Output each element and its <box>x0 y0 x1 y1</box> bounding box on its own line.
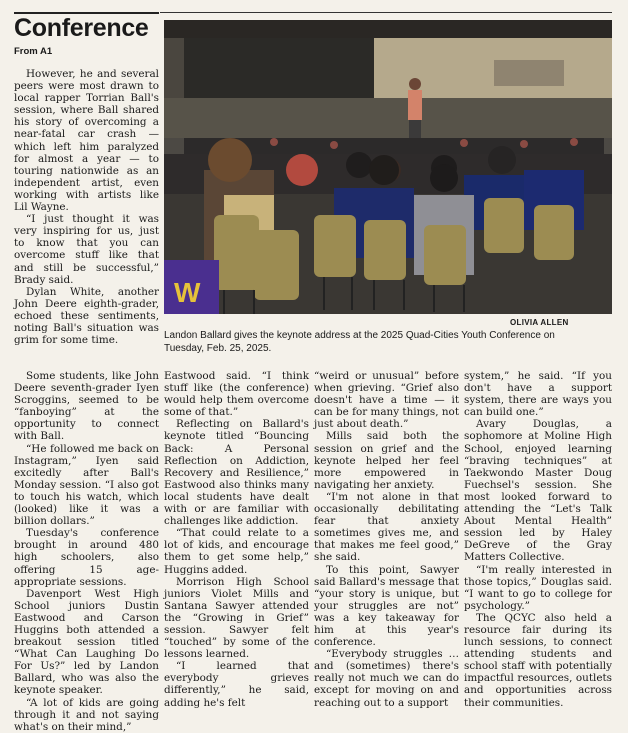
paragraph: Morrison High School juniors Violet Mills and Santana Sawyer attended the “Growing in Grief” session. Sawyer felt “touched” by some of the lessons learned. <box>164 575 309 661</box>
paragraph: “Everybody struggles … and (sometimes) there's really not much we can do except for moving on and reaching out to a support <box>314 648 459 709</box>
paragraph: To this point, Sawyer said Ballard's message that “your story is unique, but your struggles are not” was a key takeaway for him at this year's conference. <box>314 563 459 649</box>
paragraph: Avary Douglas, a sophomore at Moline High School, enjoyed learning “braving techniques” at Taekwondo Master Doug Fuechsel's session. She most looked forward to attending the “Let's Talk About Mental Health” session led by Haley DeGreve of the Gray Matters Collective. <box>464 418 612 564</box>
photo-credit: OLIVIA ALLEN <box>510 318 569 327</box>
paragraph: Dylan White, another John Deere eighth-grader, echoed these sentiments, noting Ball's situation was grim for some time. <box>14 285 159 347</box>
paragraph: Davenport West High School juniors Dustin Eastwood and Carson Huggins both attended a breakout session titled “What Can Laughing Do For Us?” led by Landon Ballard, who was also the keynote speaker. <box>14 587 159 697</box>
article-column-1-continued <box>14 370 159 733</box>
paragraph: However, he and several peers were most drawn to local rapper Torrian Ball's session, where Ball shared his story of overcoming a near-fatal car crash — which left him paralyzed for almost a year — to touring nationwide as an independent artist, even working with artists like Lil Wayne. <box>14 68 159 214</box>
top-rule <box>160 12 612 13</box>
svg-text:W: W <box>174 277 201 308</box>
paragraph: “I'm really interested in those topics,” Douglas said. “I want to go to college for psychology.” <box>464 563 612 612</box>
paragraph: Mills said both the session on grief and the keynote helped her feel more empowered in navigating her anxiety. <box>314 430 459 491</box>
paragraph: “That could relate to a lot of kids, and encourage them to get some help,” Huggins added. <box>164 527 309 576</box>
paragraph: “A lot of kids are going through it and not saying what's on their mind,” <box>14 696 159 733</box>
paragraph: system,” he said. “If you don't have a support system, there are ways you can build one.” <box>464 370 612 419</box>
conference-photo <box>164 20 612 314</box>
paragraph: Some students, like John Deere seventh-grader Iyen Scroggins, seemed to be “fanboying” at the opportunity to connect with Ball. <box>14 370 159 443</box>
paragraph: “He followed me back on Instagram,” Iyen said excitedly after Ball's Monday session. “I also got to touch his watch, which (looked) like it was a billion dollars.” <box>14 442 159 528</box>
section-heading: Conference <box>14 14 149 42</box>
paragraph: Reflecting on Ballard's keynote titled “Bouncing Back: A Personal Reflection on Addiction, Recovery and Resilience,” Eastwood also thinks many local students have dealt with or are familiar with challenges like addiction. <box>164 418 309 528</box>
article-column-1 <box>14 68 159 346</box>
article-column-3 <box>314 370 459 709</box>
article-column-4 <box>464 370 612 709</box>
article-column-2 <box>164 370 309 709</box>
paragraph: “I just thought it was very inspiring for us, just to know that you can overcome stuff like that and still be successful,” Brady said. <box>14 213 159 286</box>
paragraph: “weird or unusual” before when grieving. “Grief also doesn't have a time — it can be for many things, not just about death.” <box>314 370 459 431</box>
jump-line: From A1 <box>14 46 53 57</box>
paragraph: “I learned that everybody grieves differently,” he said, adding he's felt <box>164 660 309 709</box>
paragraph: Eastwood said. “I think stuff like (the conference) would help them overcome some of that.” <box>164 370 309 419</box>
photo-caption: Landon Ballard gives the keynote address at the 2025 Quad-Cities Youth Conference on Tuesday, Feb. 25, 2025. <box>164 330 555 354</box>
paragraph: “I'm not alone in that occasionally debilitating fear that anxiety sometimes gives me, and that makes me feel good,” she said. <box>314 490 459 564</box>
paragraph: The QCYC also held a resource fair during its lunch sessions, to connect attending students and school staff with potentially impactful resources, outlets and opportunities across their communities. <box>464 611 612 709</box>
paragraph: Tuesday's conference brought in around 480 high schoolers, also offering 15 age-appropriate sessions. <box>14 527 159 588</box>
